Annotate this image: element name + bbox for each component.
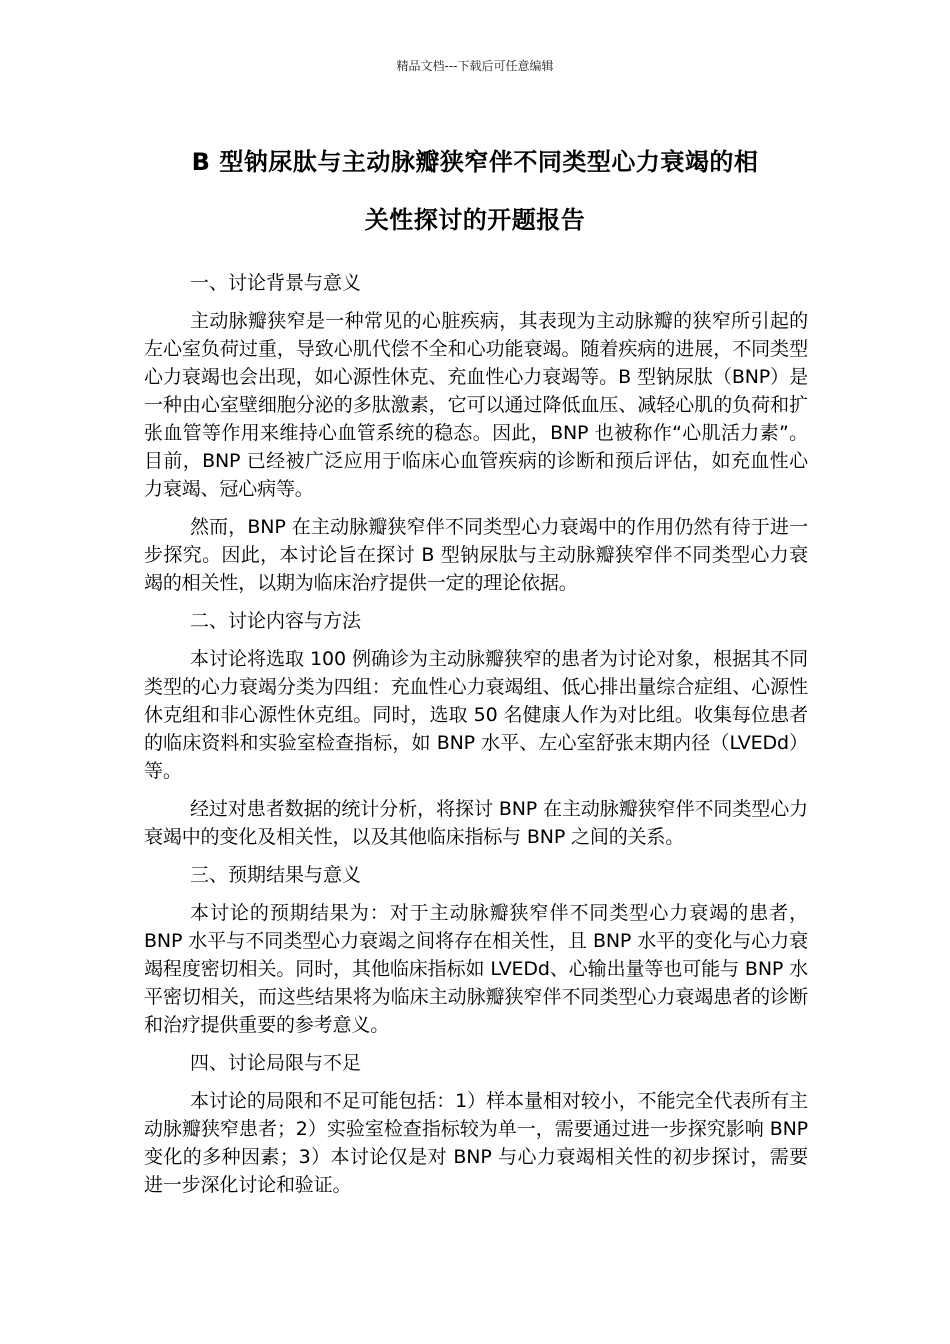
title-line-2: 关性探讨的开题报告 [364,206,586,234]
paragraph: 本讨论的局限和不足可能包括：1）样本量相对较小，不能完全代表所有主动脉瓣狭窄患者；2）实验室检查指标较为单一，需要通过进一步探究影响 BNP 变化的多种因素；3）本讨论仅是对 BNP 与心力衰竭相关性的初步探讨，需要进一步深化讨论和验证。 [144,1090,808,1196]
section-heading: 一、讨论背景与意义 [190,272,362,294]
paragraph: 经过对患者数据的统计分析，将探讨 BNP 在主动脉瓣狭窄伴不同类型心力衰竭中的变化及相关性，以及其他临床指标与 BNP 之间的关系。 [144,798,808,848]
paragraph: 本讨论的预期结果为：对于主动脉瓣狭窄伴不同类型心力衰竭的患者，BNP 水平与不同类型心力衰竭之间将存在相关性，且 BNP 水平的变化与心力衰竭程度密切相关。同时，其他临床指标如 LVEDd、心输出量等也可能与 BNP 水平密切相关，而这些结果将为临床主动脉瓣狭窄伴不同类型心力衰竭患者的诊断和治疗提供重要的参考意义。 [144,902,808,1036]
section-heading: 四、讨论局限与不足 [190,1052,362,1074]
paragraph: 本讨论将选取 100 例确诊为主动脉瓣狭窄的患者为讨论对象，根据其不同类型的心力衰竭分类为四组：充血性心力衰竭组、低心排出量综合症组、心源性休克组和非心源性休克组。同时，选取 50 名健康人作为对比组。收集每位患者的临床资料和实验室检查指标，如 BNP 水平、左心室舒张末期内径（LVEDd）等。 [144,648,808,782]
document-body [144,269,808,1209]
paragraph: 主动脉瓣狭窄是一种常见的心脏疾病，其表现为主动脉瓣的狭窄所引起的左心室负荷过重，导致心肌代偿不全和心功能衰竭。随着疾病的进展，不同类型心力衰竭也会出现，如心源性休克、充血性心力衰竭等。B 型钠尿肽（BNP）是一种由心室壁细胞分泌的多肽激素，它可以通过降低血压、减轻心肌的负荷和扩张血管等作用来维持心血管系统的稳态。因此，BNP 也被称作“心肌活力素”。目前，BNP 已经被广泛应用于临床心血管疾病的诊断和预后评估，如充血性心力衰竭、冠心病等。 [144,310,808,500]
section-heading: 三、预期结果与意义 [190,864,362,886]
section-limitations [144,1049,808,1199]
paragraph: 然而，BNP 在主动脉瓣狭窄伴不同类型心力衰竭中的作用仍然有待于进一步探究。因此，本讨论旨在探讨 B 型钠尿肽与主动脉瓣狭窄伴不同类型心力衰竭的相关性，以期为临床治疗提供一定的理论依据。 [144,516,808,594]
section-background [144,269,808,597]
section-methods [144,607,808,851]
page-header-note: 精品文档---下载后可任意编辑 [396,59,554,73]
section-expected-results [144,861,808,1039]
section-heading: 二、讨论内容与方法 [190,610,362,632]
document-title [140,133,810,249]
title-line-1: B 型钠尿肽与主动脉瓣狭窄伴不同类型心力衰竭的相 [191,148,759,176]
